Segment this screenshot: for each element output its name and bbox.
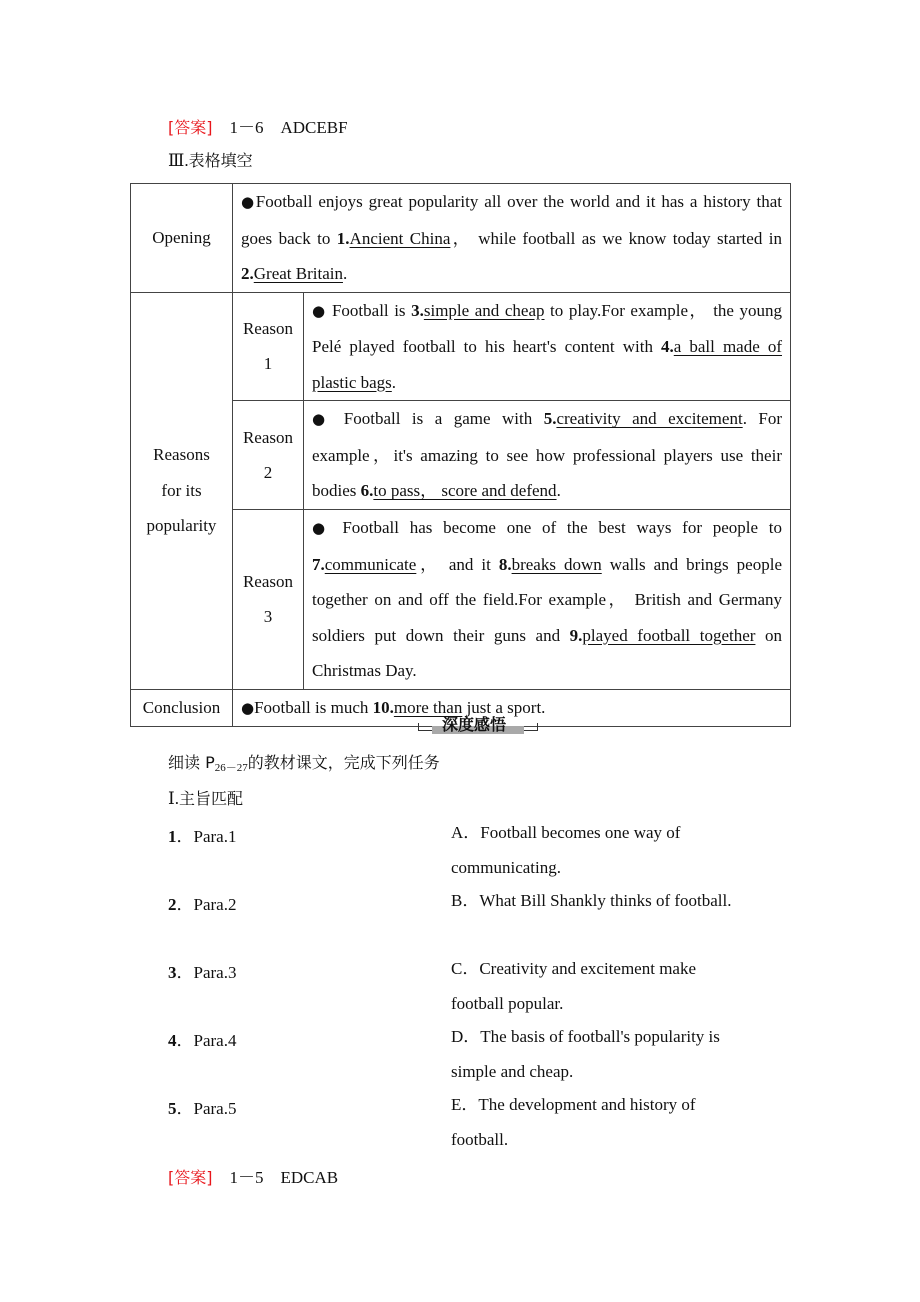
section-heading-3 — [168, 148, 253, 171]
bullet-icon: ● — [312, 519, 332, 537]
answer-line-2 — [168, 1163, 338, 1188]
blank-answer-10: more than — [393, 697, 463, 717]
blank-answer-1: Ancient China — [349, 228, 451, 248]
section-badge — [418, 712, 538, 736]
match-row — [168, 951, 768, 1021]
instruction-line: 细读 $P_{26-27}$的教材课文，完成下列任务 — [168, 753, 440, 774]
match-para: 5．Para.5 — [168, 1099, 237, 1118]
section-numeral: Ⅲ. — [168, 151, 189, 170]
section-title: 表格填空 — [188, 151, 253, 170]
conclusion-content: ●Football is much 10.more than just a sport. — [233, 689, 791, 727]
row-label-reasons: Reasons for its popularity — [131, 292, 233, 689]
opening-content: ●Football enjoys great popularity all over the world and it has a history that goes back to 1.Ancient China， while football as we know today started in 2.Great Britain. — [233, 184, 791, 293]
reason-2-label: Reason 2 — [233, 401, 304, 510]
match-para: 2．Para.2 — [168, 895, 237, 914]
bullet-icon: ● — [312, 410, 333, 429]
summary-table — [130, 183, 791, 727]
match-row — [168, 883, 768, 953]
match-option: E．The development and history of football. — [451, 1095, 696, 1149]
match-row — [168, 1019, 768, 1089]
answer-label: [答案] — [168, 1168, 213, 1187]
blank-answer-5: creativity and excitement — [556, 409, 743, 429]
answer-range: 1－6 — [229, 118, 264, 137]
blank-answer-4: a ball made of plastic bags — [312, 337, 782, 392]
answer-label: [答案] — [168, 118, 213, 137]
match-option: C．Creativity and excitement make football popular. — [451, 959, 697, 1013]
section-title: 主旨匹配 — [178, 789, 243, 808]
reason-1-content: ● Football is 3.simple and cheap to play.For example， the young Pelé played football to his heart's content with 4.a ball made of plastic bags. — [304, 292, 791, 401]
match-para: 4．Para.4 — [168, 1031, 237, 1050]
answer-value: EDCAB — [280, 1168, 339, 1187]
blank-answer-7: communicate — [324, 554, 417, 574]
answer-line-1 — [168, 113, 348, 138]
blank-answer-2: Great Britain — [253, 264, 343, 283]
blank-answer-8: breaks down — [511, 554, 602, 574]
bullet-icon: ● — [241, 193, 256, 211]
reason-1-label: Reason 1 — [233, 292, 304, 401]
bullet-icon: ● — [241, 698, 255, 717]
bullet-icon: ● — [312, 301, 327, 320]
reason-3-label: Reason 3 — [233, 510, 304, 690]
blank-answer-3: simple and cheap — [423, 300, 545, 320]
row-label-conclusion: Conclusion — [131, 689, 233, 727]
section-numeral: Ⅰ. — [168, 789, 179, 808]
match-para: 1．Para.1 — [168, 827, 237, 846]
badge-title: 深度感悟 — [442, 715, 507, 734]
match-row — [168, 815, 768, 885]
row-label-opening: Opening — [131, 184, 233, 293]
answer-value: ADCEBF — [280, 118, 348, 137]
match-row — [168, 1087, 768, 1157]
table-row-opening — [131, 184, 791, 293]
blank-answer-9: played football together — [582, 625, 756, 645]
reason-2-content: ● Football is a game with 5.creativity and excitement. For example，it's amazing to see how professional players use their bodies 6.to pass， score and defend. — [304, 401, 791, 510]
match-option: D．The basis of football's popularity is simple and cheap. — [451, 1027, 720, 1081]
table-row-reason-1 — [131, 292, 791, 401]
blank-answer-6: to pass， score and defend — [373, 481, 557, 501]
answer-range: 1－5 — [229, 1168, 264, 1187]
section-heading-1 — [168, 786, 243, 809]
match-option: B．What Bill Shankly thinks of football. — [451, 891, 732, 910]
reason-3-content: ● Football has become one of the best ways for people to 7.communicate， and it 8.breaks down walls and brings people together on and off the field.For example， British and Germany soldiers put down their guns and 9.played football together on Christmas Day. — [304, 510, 791, 690]
match-option: A．Football becomes one way of communicating. — [451, 823, 681, 877]
match-para: 3．Para.3 — [168, 963, 237, 982]
